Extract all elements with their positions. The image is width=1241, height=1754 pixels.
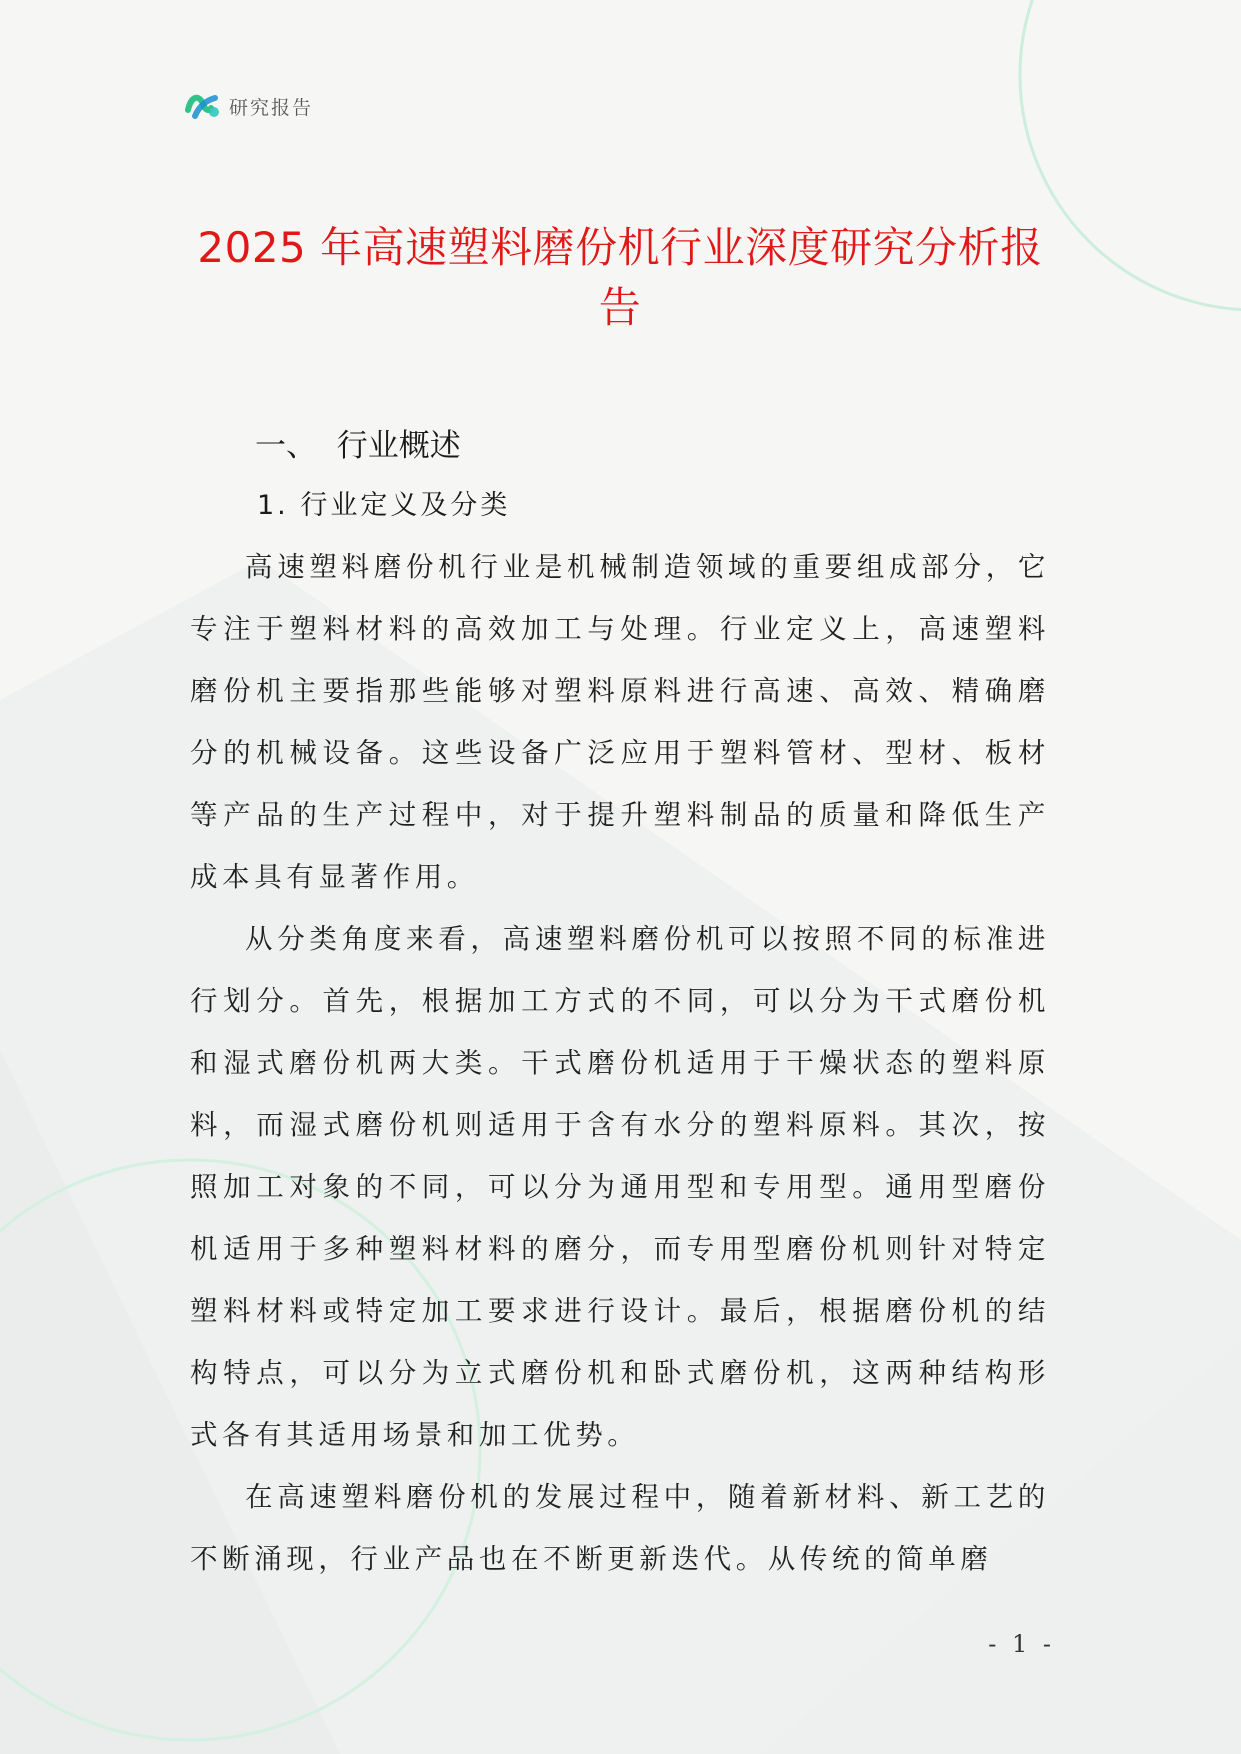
body-text <box>190 536 1050 1590</box>
page-number: - 1 - <box>988 1630 1055 1658</box>
sub-heading: 1. 行业定义及分类 <box>257 490 511 521</box>
report-logo-icon <box>185 88 221 124</box>
header-label: 研究报告 <box>229 96 314 119</box>
paragraph: 在高速塑料磨份机的发展过程中，随着新材料、新工艺的不断涌现，行业产品也在不断更新迭代。从传统的简单磨 <box>190 1481 1050 1575</box>
paragraph: 从分类角度来看，高速塑料磨份机可以按照不同的标准进行划分。首先，根据加工方式的不同，可以分为干式磨份机和湿式磨份机两大类。干式磨份机适用于干燥状态的塑料原料，而湿式磨份机则适用于含有水分的塑料原料。其次，按照加工对象的不同，可以分为通用型和专用型。通用型磨份机适用于多种塑料材料的磨分，而专用型磨份机则针对特定塑料材料或特定加工要求进行设计。最后，根据磨份机的结构特点，可以分为立式磨份机和卧式磨份机，这两种结构形式各有其适用场景和加工优势。 <box>190 923 1050 1451</box>
document-header <box>185 88 313 124</box>
paragraph: 高速塑料磨份机行业是机械制造领域的重要组成部分，它专注于塑料材料的高效加工与处理。行业定义上，高速塑料磨份机主要指那些能够对塑料原料进行高速、高效、精确磨分的机械设备。这些设备广泛应用于塑料管材、型材、板材等产品的生产过程中，对于提升塑料制品的质量和降低生产成本具有显著作用。 <box>190 551 1050 893</box>
section-heading: 一、 行业概述 <box>255 428 461 464</box>
document-title: 2025 年高速塑料磨份机行业深度研究分析报告 <box>197 223 1043 332</box>
